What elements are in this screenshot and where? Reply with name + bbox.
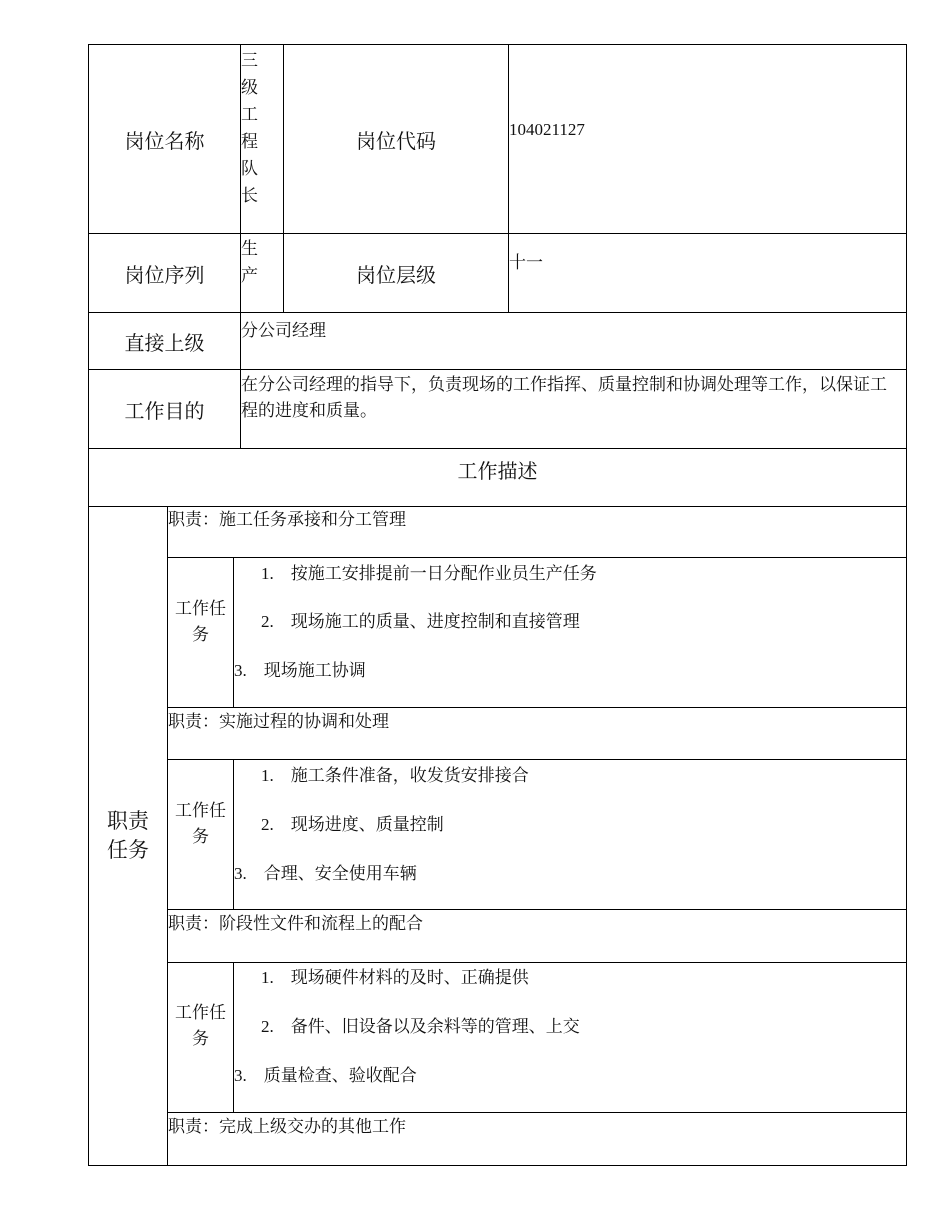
supervisor-label: 直接上级 bbox=[88, 312, 241, 370]
supervisor-value: 分公司经理 bbox=[241, 321, 326, 340]
task-2-1: 1. 施工条件准备，收发货安排接合 bbox=[261, 766, 529, 785]
task-label-2 bbox=[168, 798, 233, 850]
task-1-2: 2. 现场施工的质量、进度控制和直接管理 bbox=[261, 612, 580, 631]
duty-title-3: 职责：阶段性文件和流程上的配合 bbox=[168, 914, 423, 933]
position-series-value: 生产 bbox=[241, 239, 258, 285]
position-name-value-cell bbox=[240, 44, 284, 234]
task-3-2: 2. 备件、旧设备以及余料等的管理、上交 bbox=[261, 1017, 580, 1036]
task-3-3: 3. 质量检查、验收配合 bbox=[234, 1066, 417, 1085]
position-series-label: 岗位序列 bbox=[88, 233, 241, 313]
position-name-label: 岗位名称 bbox=[88, 44, 241, 234]
position-code-value: 104021127 bbox=[509, 120, 585, 139]
position-level-label: 岗位层级 bbox=[283, 233, 509, 313]
supervisor-cell bbox=[240, 312, 907, 370]
task-label-line2: 务 bbox=[192, 1029, 209, 1048]
position-level-value: 十一 bbox=[509, 253, 543, 272]
purpose-value: 在分公司经理的指导下，负责现场的工作指挥、质量控制和协调处理等工作，以保证工程的进度和质量。 bbox=[241, 375, 887, 420]
side-label-line1: 职责 bbox=[107, 809, 149, 833]
work-description-title: 工作描述 bbox=[88, 448, 907, 507]
task-label-line1: 工作任 bbox=[175, 599, 226, 618]
position-series-value-cell bbox=[240, 233, 284, 313]
position-code-cell bbox=[508, 44, 907, 234]
task-label-line2: 务 bbox=[192, 625, 209, 644]
purpose-label: 工作目的 bbox=[88, 369, 241, 449]
duty-title-1: 职责：施工任务承接和分工管理 bbox=[168, 510, 406, 529]
side-label-line2: 任务 bbox=[107, 838, 149, 862]
task-1-1: 1. 按施工安排提前一日分配作业员生产任务 bbox=[261, 564, 597, 583]
task-2-3: 3. 合理、安全使用车辆 bbox=[234, 864, 417, 883]
task-label-3 bbox=[168, 1000, 233, 1052]
task-label-line1: 工作任 bbox=[175, 801, 226, 820]
task-label-line2: 务 bbox=[192, 827, 209, 846]
position-name-value: 三级工程队长 bbox=[241, 51, 258, 205]
duties-side-label bbox=[88, 506, 168, 1166]
position-level-cell bbox=[508, 233, 907, 313]
position-code-label: 岗位代码 bbox=[283, 44, 509, 234]
duty-title-2: 职责：实施过程的协调和处理 bbox=[168, 712, 389, 731]
task-1-3: 3. 现场施工协调 bbox=[234, 661, 366, 680]
purpose-cell bbox=[240, 369, 907, 449]
task-3-1: 1. 现场硬件材料的及时、正确提供 bbox=[261, 968, 529, 987]
task-label-1 bbox=[168, 596, 233, 648]
task-2-2: 2. 现场进度、质量控制 bbox=[261, 815, 444, 834]
duty-title-4: 职责：完成上级交办的其他工作 bbox=[168, 1117, 406, 1136]
task-label-line1: 工作任 bbox=[175, 1003, 226, 1022]
